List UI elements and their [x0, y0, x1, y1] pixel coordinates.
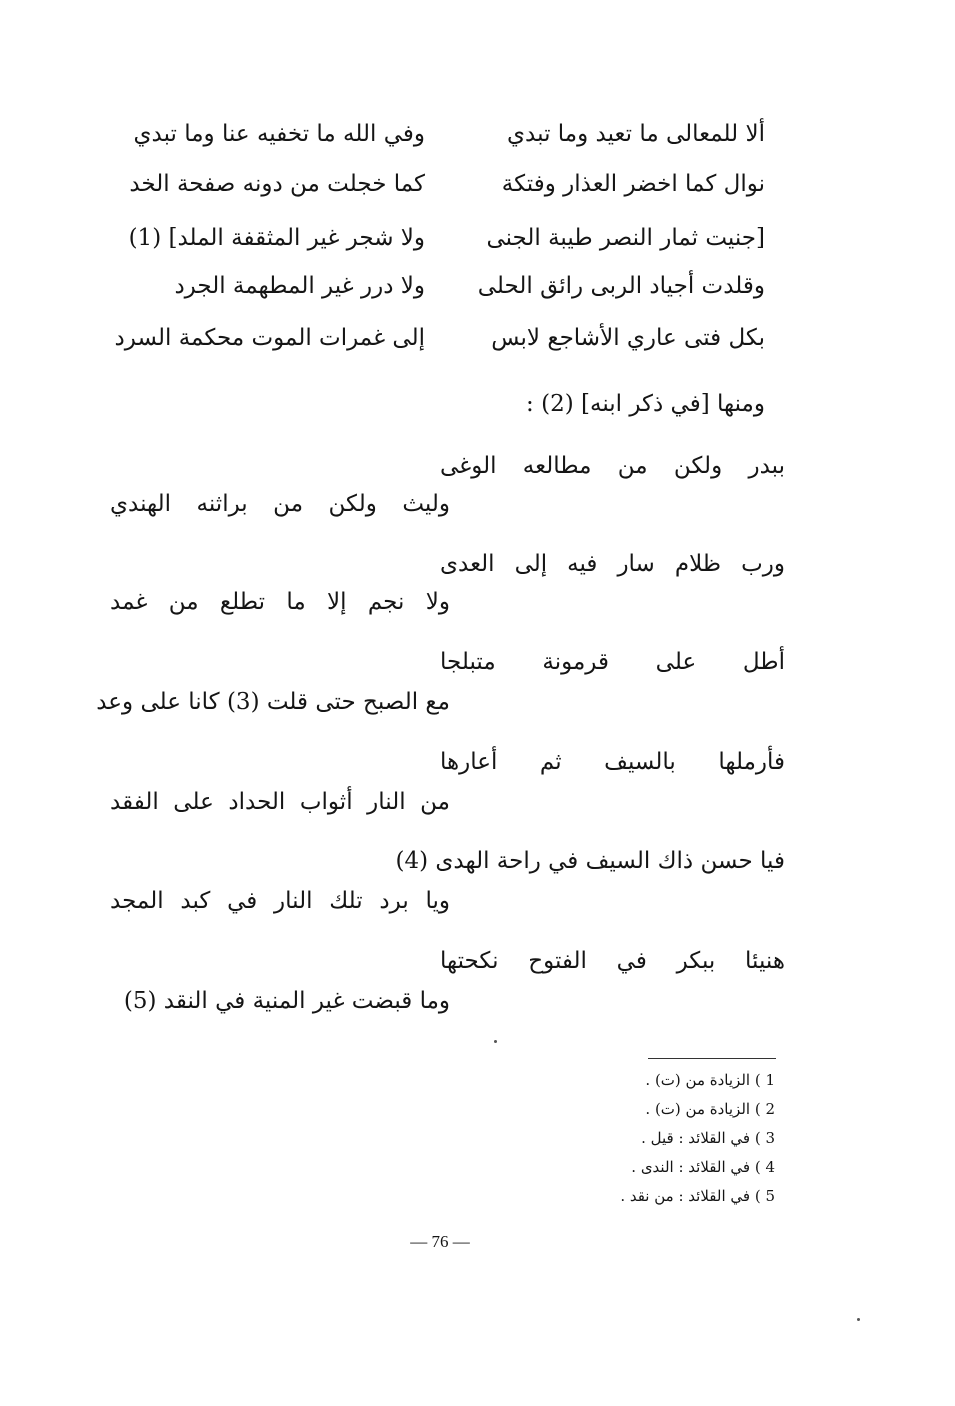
verse-5-second: ويا برد تلك النار في كبد المجد [110, 888, 450, 914]
footnote-3: 3 ) في القلائد : قيل . [641, 1129, 775, 1147]
footnote-4: 4 ) في القلائد : الندى . [631, 1158, 775, 1176]
verse-3-first: أطل على قرمونة متبلجا [440, 649, 785, 675]
verse-2-second: ولا نجم إلا ما تطلع من غمد [110, 589, 450, 615]
page-number: — 76 — [410, 1232, 470, 1251]
verse-4-second: من النار أثواب الحداد على الفقد [110, 789, 450, 815]
couplet-1-left: وفي الله ما تخفيه عنا وما تبدي [133, 121, 425, 147]
scan-speck [494, 1040, 497, 1043]
couplet-3-left: ولا شجر غير المثقفة الملد] (1) [128, 225, 425, 251]
section-intro: ومنها [في ذكر ابنه] (2) : [526, 391, 765, 417]
verse-4-first: فأرملها بالسيف ثم أعارها [440, 749, 785, 775]
footnote-1: 1 ) الزيادة من (ت) . [645, 1071, 775, 1089]
couplet-1-right: ألا للمعالى ما تعيد وما تبدي [507, 121, 765, 147]
couplet-5-right: بكل فتى عاري الأشاجع لابس [491, 325, 765, 351]
couplet-5-left: إلى غمرات الموت محكمة السرد [114, 325, 425, 351]
couplet-2-right: نوال كما اخضر العذار وفتكة [501, 171, 765, 197]
verse-6-second: وما قبضت غير المنية في النقد (5) [123, 988, 450, 1014]
scan-speck [857, 1318, 860, 1321]
verse-6-first: هنيئا ببكر في الفتوح نكحتها [440, 948, 785, 974]
verse-3-second: مع الصبح حتى قلت (3) كانا على وعد [96, 689, 450, 715]
footnote-2: 2 ) الزيادة من (ت) . [645, 1100, 775, 1118]
couplet-4-left: ولا درر غير المطهمة الجرد [174, 273, 425, 299]
verse-1-first: ببدر ولكن من مطالعه الوغى [440, 453, 785, 479]
verse-2-first: ورب ظلام سار فيه إلى العدى [440, 551, 785, 577]
couplet-3-right: [جنيت ثمار النصر طيبة الجنى [486, 225, 765, 251]
footnote-5: 5 ) في القلائد : من نقد . [620, 1187, 775, 1205]
verse-5-first: فيا حسن ذاك السيف في راحة الهدى (4) [395, 848, 785, 874]
verse-1-second: وليث ولكن من براثنه الهندي [110, 491, 450, 517]
couplet-4-right: وقلدت أجياد الربى رائق الحلى [477, 273, 765, 299]
couplet-2-left: كما خجلت من دونه صفحة الخد [129, 171, 425, 197]
footnote-rule [648, 1058, 776, 1059]
